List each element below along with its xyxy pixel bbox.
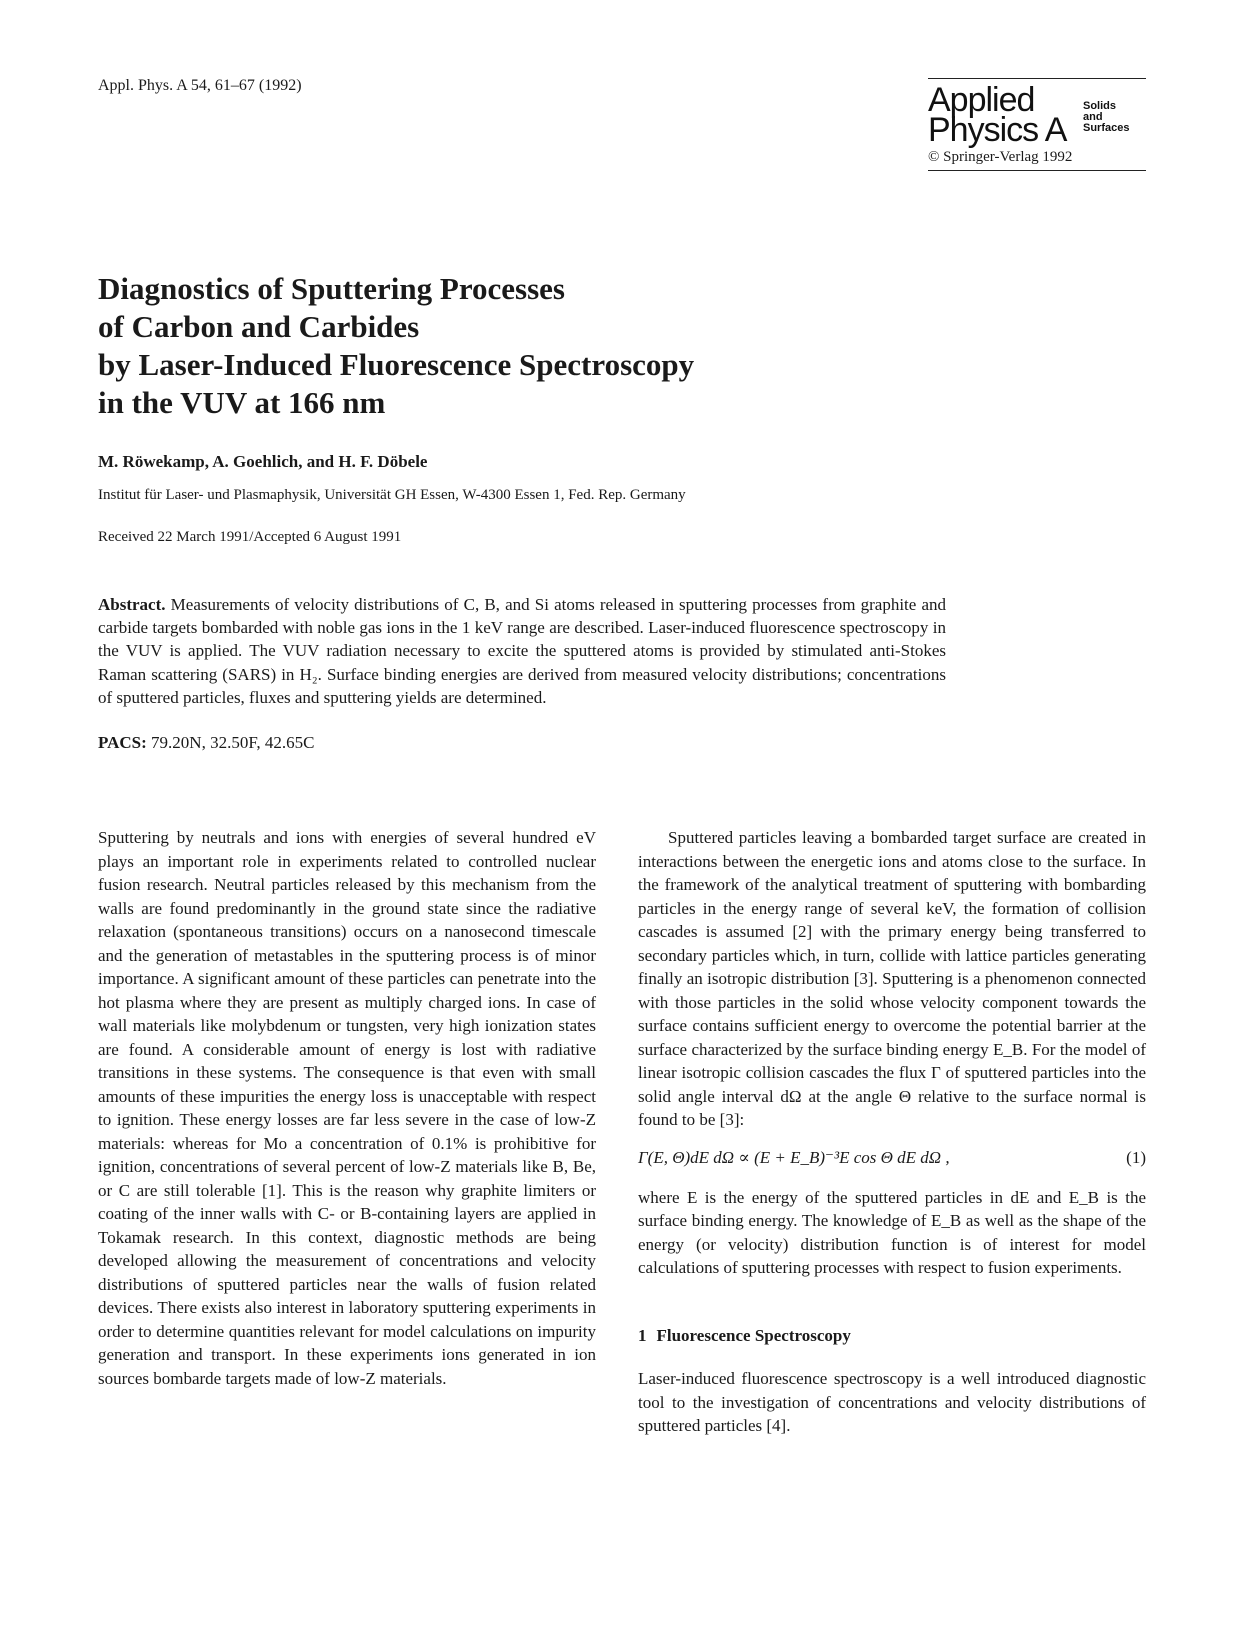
title-line: by Laser-Induced Fluorescence Spectroscopy [98,347,695,382]
received-date: Received 22 March 1991/Accepted 6 August 1991 [98,529,402,545]
affiliation: Institut für Laser- und Plasmaphysik, Universität GH Essen, W-4300 Essen 1, Fed. Rep. Germany [98,487,686,503]
title-line: of Carbon and Carbides [98,309,420,344]
pacs-label: PACS: [98,733,147,752]
title-line: in the VUV at 166 nm [98,385,386,420]
journal-logo [928,79,1146,161]
logo-line-physics: Physics A [928,111,1067,149]
abstract-label: Abstract. [98,595,166,614]
body-right-column [638,826,1146,1438]
journal-citation: Appl. Phys. A 54, 61–67 (1992) [98,77,302,94]
equation-1 [638,1146,1146,1172]
body-left-column [98,826,596,1390]
fluorescence-paragraph: Laser-induced fluorescence spectroscopy is a well introduced diagnostic tool to the investigation of concentrations and velocity distributions of sputtered particles [4]. [638,1369,1146,1435]
section-heading [638,1324,1146,1348]
equation-expression: Γ(E, Θ)dE dΩ ∝ (E + E_B)⁻³E cos Θ dE dΩ , [638,1147,950,1167]
sputtering-paragraph: Sputtered particles leaving a bombarded target surface are created in interactions between the energetic ions and atoms close to the surface. In the framework of the analytical treatment of sputtering with bombarding particles in the energy range of several keV, the formation of collision cascades is assumed [2] with the primary energy being transferred to secondary particles which, in turn, collide with lattice particles generating finally an isotropic distribution [3]. Sputtering is a phenomenon connected with those particles in the solid whose velocity component towards the surface contains sufficient energy to overcome the potential barrier at the surface characterized by the surface binding energy E_B. For the model of linear isotropic collision cascades the flux Γ of sputtered particles into the solid angle interval dΩ at the angle Θ relative to the surface normal is found to be [3]: [638,828,1146,1129]
pacs-codes: 79.20N, 32.50F, 42.65C [151,733,315,752]
abstract [98,593,946,709]
logo-sub-surfaces: Surfaces [1083,122,1130,134]
logo-sub-solids: Solids [1083,100,1117,112]
article-title [98,270,858,422]
copyright: © Springer-Verlag 1992 [928,149,1073,165]
abstract-text: Measurements of velocity distributions of C, B, and Si atoms released in sputtering processes from graphite and carbide targets bombarded with noble gas ions in the 1 keV range are described. Laser-induced fluorescence spectroscopy in the VUV is applied. The VUV radiation necessary to excite the sputtered atoms is provided by stimulated anti-Stokes Raman scattering (SARS) in H₂. Surface binding energies are derived from measured velocity distributions; concentrations of sputtered particles, fluxes and sputtering yields are determined. [98,595,947,707]
authors: M. Röwekamp, A. Goehlich, and H. F. Döbele [98,452,428,471]
section-title: Fluorescence Spectroscopy [656,1325,851,1345]
intro-paragraph: Sputtering by neutrals and ions with energies of several hundred eV plays an important role in experiments related to controlled nuclear fusion research. Neutral particles released by this mechanism from the walls are found predominantly in the ground state since the radiative relaxation (spontaneous transitions) occurs on a nanosecond timescale and the generation of metastables in the sputtering process is of minor importance. A significant amount of these particles can penetrate into the hot plasma where they are present as multiply charged ions. In case of wall materials like molybdenum or tungsten, very high ionization states are found. A considerable amount of energy is lost with radiative transitions in these systems. The consequence is that even with small amounts of these impurities the energy loss is unacceptable with respect to ignition. These energy losses are far less severe in the case of low-Z materials: whereas for Mo a concentration of 0.1% is prohibitive for ignition, concentrations of several percent of low-Z materials like B, Be, or C are still tolerable [1]. This is the reason why graphite limiters or coating of the inner walls with C- or B-containing layers are applied in Tokamak research. In this context, diagnostic methods are being developed allowing the measurement of concentrations and velocity distributions of sputtered particles near the walls of fusion related devices. There exists also interest in laboratory sputtering experiments in order to determine quantities relevant for model calculations on impurity generation and transport. In these experiments ions generated in ion sources bombarde targets made of low-Z materials. [98,828,596,1388]
binding-energy-paragraph: where E is the energy of the sputtered particles in dE and E_B is the surface binding energy. The knowledge of E_B as well as the shape of the energy (or velocity) distribution function is of interest for model calculations of sputtering processes with respect to fusion experiments. [638,1187,1146,1277]
logo-bottom-rule [928,170,1146,171]
equation-number: (1) [1126,1147,1146,1167]
journal-logo-block [928,78,1146,171]
logo-sub-and: and [1083,111,1103,123]
section-number: 1 [638,1325,647,1345]
logo-line-applied: Applied [928,81,1035,119]
pacs [98,733,315,753]
title-line: Diagnostics of Sputtering Processes [98,271,565,306]
